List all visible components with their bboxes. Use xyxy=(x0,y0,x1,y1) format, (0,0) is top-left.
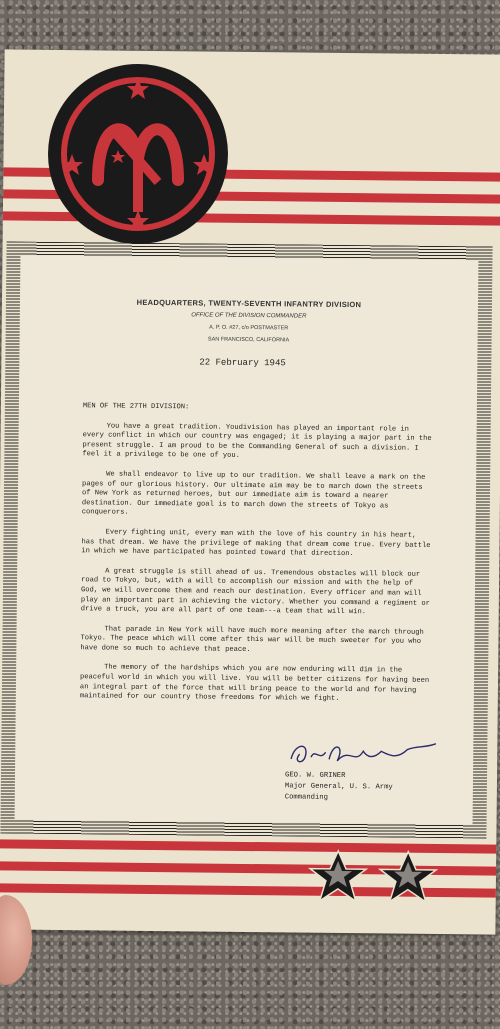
salutation: MEN OF THE 27TH DIVISION: xyxy=(82,402,190,412)
signature-block xyxy=(285,770,393,804)
letterhead-city: SAN FRANCISCO, CALIFORNIA xyxy=(207,336,290,344)
signer-name: GEO. W. GRINER xyxy=(284,771,346,781)
letterhead-apo: A. P. O. #27, c/o POSTMASTER xyxy=(209,324,289,332)
letterhead-office: OFFICE OF THE DIVISION COMMANDER xyxy=(191,312,307,320)
letter-frame xyxy=(0,241,492,838)
letterhead-title: HEADQUARTERS, TWENTY-SEVENTH INFANTRY DIVISION xyxy=(136,297,362,310)
letter-body xyxy=(15,256,479,825)
star-icon xyxy=(300,847,449,909)
paragraph: Every fighting unit, every man with the love of his country in his heart, has that dream. We have the privilege of making that dream come true. Every battle in which we have participated has pointed toward that direction. xyxy=(81,528,431,559)
letter-text xyxy=(80,402,433,709)
letterhead xyxy=(20,296,478,349)
paragraph: You have a great tradition. Youdivision has played an important role in every conflict in which our country was engaged; it is playing a major part in the present struggle. I am proud to be the Commanding General of such a division. I feel it a privilege to be one of you. xyxy=(82,422,432,461)
paragraph: That parade in New York will have much more meaning after the march through Tokyo. The peace which will come after this war will be much sweeter for you who have done so much to achieve that peace. xyxy=(80,625,424,654)
paragraph: A great struggle is still ahead of us. Tremendous obstacles will block our road to Tokyo, but, with a will to accomplish our mission and with the help of God, we will overcome them and reach our destination. Every officer and man will play an important part in achieving the victory. Whether you command a regiment or drive a truck, you are all part of one team---a team that will win. xyxy=(80,567,430,617)
signature-icon xyxy=(285,736,445,772)
paragraph: The memory of the hardships which you are now enduring will dim in the peaceful world in which you will live. You will be better citizens for having been an integral part of the force that will bring peace to the world and for having maintained for our country those freedoms for which we fight. xyxy=(79,663,430,704)
letter-date: 22 February 1945 xyxy=(199,357,286,369)
division-insignia-icon xyxy=(46,62,230,246)
paragraph: We shall endeavor to live up to our tradition. We shall leave a mark on the pages of our glorious history. Our ultimate aim may be to march down the streets of New York as returned heroes, but our immediate aim is toward a nearer destination. Our immediate goal is to march down the streets of Tokyo as conquerors. xyxy=(81,470,426,518)
signer-title: Major General, U. S. Army xyxy=(284,782,393,792)
signer-role: Commanding xyxy=(284,793,328,802)
